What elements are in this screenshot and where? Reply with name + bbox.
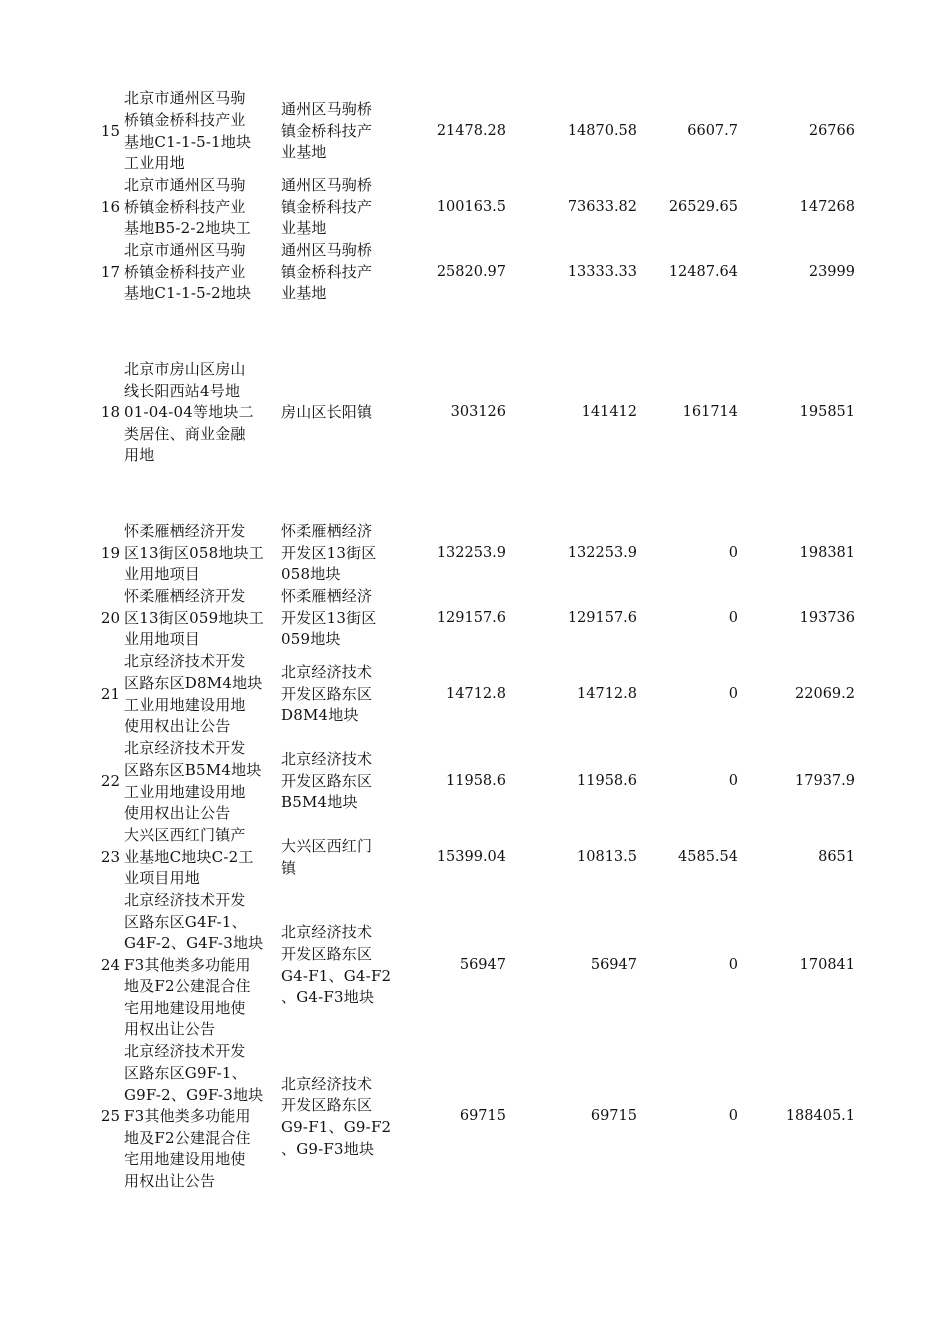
construction-area: 69715 [590,1108,637,1125]
construction-area: 56947 [590,956,637,973]
row-number: 23 [100,847,120,866]
other-area: 12487.64 [668,263,738,280]
parcel-name: 大兴区西红门镇产 业基地C地块C-2工 业项目用地 [124,826,254,888]
parcel-name: 北京经济技术开发 区路东区G9F-1、 G9F-2、G9F-3地块 F3其他类多功能用 地及F2公建混合住 宅用地建设用地使 用权出让公告 [124,1042,264,1190]
floor-area: 22069.2 [795,685,855,702]
other-area: 0 [728,685,738,702]
floor-area: 8651 [818,848,855,865]
parcel-location: 房山区长阳镇 [281,403,373,422]
floor-area: 193736 [799,609,855,626]
floor-area: 26766 [808,122,855,139]
total-area: 21478.28 [436,122,506,139]
row-number: 19 [100,543,120,562]
other-area: 0 [728,609,738,626]
parcel-name: 北京市通州区马驹 桥镇金桥科技产业 基地B5-2-2地块工 [124,176,251,238]
table-row [0,825,950,890]
floor-area: 23999 [808,263,855,280]
parcel-location: 怀柔雁栖经济 开发区13街区 059地块 [281,587,377,649]
floor-area: 147268 [799,198,855,215]
total-area: 14712.8 [446,685,506,702]
table-row [0,890,950,1041]
construction-area: 10813.5 [577,848,637,865]
row-number: 21 [100,684,120,703]
parcel-name: 北京市通州区马驹 桥镇金桥科技产业 基地C1-1-5-1地块 工业用地 [124,89,252,173]
other-area: 161714 [682,404,738,421]
table-row [0,738,950,825]
other-area: 4585.54 [678,848,738,865]
parcel-location: 北京经济技术 开发区路东区 G9-F1、G9-F2 、G9-F3地块 [281,1074,392,1158]
table-row [0,1041,950,1193]
row-number: 24 [100,955,120,974]
table-row [0,586,950,651]
row-number: 25 [100,1107,120,1126]
total-area: 69715 [459,1108,506,1125]
floor-area: 198381 [799,544,855,561]
floor-area: 170841 [799,956,855,973]
other-area: 0 [728,956,738,973]
parcel-location: 北京经济技术 开发区路东区 B5M4地块 [281,750,373,812]
row-number: 17 [100,262,120,281]
parcel-location: 北京经济技术 开发区路东区 D8M4地块 [281,663,373,725]
parcel-location: 通州区马驹桥 镇金桥科技产 业基地 [281,241,373,303]
row-number: 20 [100,608,120,627]
total-area: 132253.9 [436,544,506,561]
other-area: 26529.65 [668,198,738,215]
construction-area: 14712.8 [577,685,637,702]
parcel-name: 怀柔雁栖经济开发 区13街区059地块工 业用地项目 [124,587,264,649]
construction-area: 141412 [581,404,637,421]
table-row [0,651,950,738]
row-number: 18 [100,403,120,422]
construction-area: 11958.6 [577,772,637,789]
parcel-location: 北京经济技术 开发区路东区 G4-F1、G4-F2 、G4-F3地块 [281,923,392,1007]
parcel-name: 北京经济技术开发 区路东区D8M4地块 工业用地建设用地 使用权出让公告 [124,652,263,736]
floor-area: 195851 [799,404,855,421]
total-area: 11958.6 [446,772,506,789]
total-area: 100163.5 [436,198,506,215]
parcel-location: 怀柔雁栖经济 开发区13街区 058地块 [281,522,377,584]
parcel-name: 北京市通州区马驹 桥镇金桥科技产业 基地C1-1-5-2地块 [124,241,252,303]
construction-area: 13333.33 [567,263,637,280]
parcel-name: 北京经济技术开发 区路东区B5M4地块 工业用地建设用地 使用权出让公告 [124,739,262,823]
construction-area: 14870.58 [567,122,637,139]
parcel-location: 大兴区西红门 镇 [281,836,373,877]
parcel-location: 通州区马驹桥 镇金桥科技产 业基地 [281,100,373,162]
other-area: 0 [728,1108,738,1125]
table-row [0,175,950,240]
total-area: 129157.6 [436,609,506,626]
table-row [0,305,950,521]
table-row [0,240,950,305]
other-area: 6607.7 [687,122,738,139]
parcel-name: 北京市房山区房山 线长阳西站4号地 01-04-04等地块二 类居住、商业金融 用地 [124,360,254,465]
other-area: 0 [728,544,738,561]
table-row [0,88,950,175]
row-number: 15 [100,121,120,140]
total-area: 25820.97 [436,263,506,280]
row-number: 22 [100,771,120,790]
total-area: 15399.04 [436,848,506,865]
table-row [0,521,950,586]
floor-area: 17937.9 [795,772,855,789]
construction-area: 129157.6 [567,609,637,626]
parcel-name: 怀柔雁栖经济开发 区13街区058地块工 业用地项目 [124,522,264,584]
construction-area: 132253.9 [567,544,637,561]
construction-area: 73633.82 [567,198,637,215]
parcel-name: 北京经济技术开发 区路东区G4F-1、 G4F-2、G4F-3地块 F3其他类多功能用 地及F2公建混合住 宅用地建设用地使 用权出让公告 [124,890,264,1039]
floor-area: 188405.1 [785,1108,855,1125]
other-area: 0 [728,772,738,789]
total-area: 56947 [459,956,506,973]
parcel-location: 通州区马驹桥 镇金桥科技产 业基地 [281,176,373,238]
row-number: 16 [100,197,120,216]
total-area: 303126 [450,404,506,421]
